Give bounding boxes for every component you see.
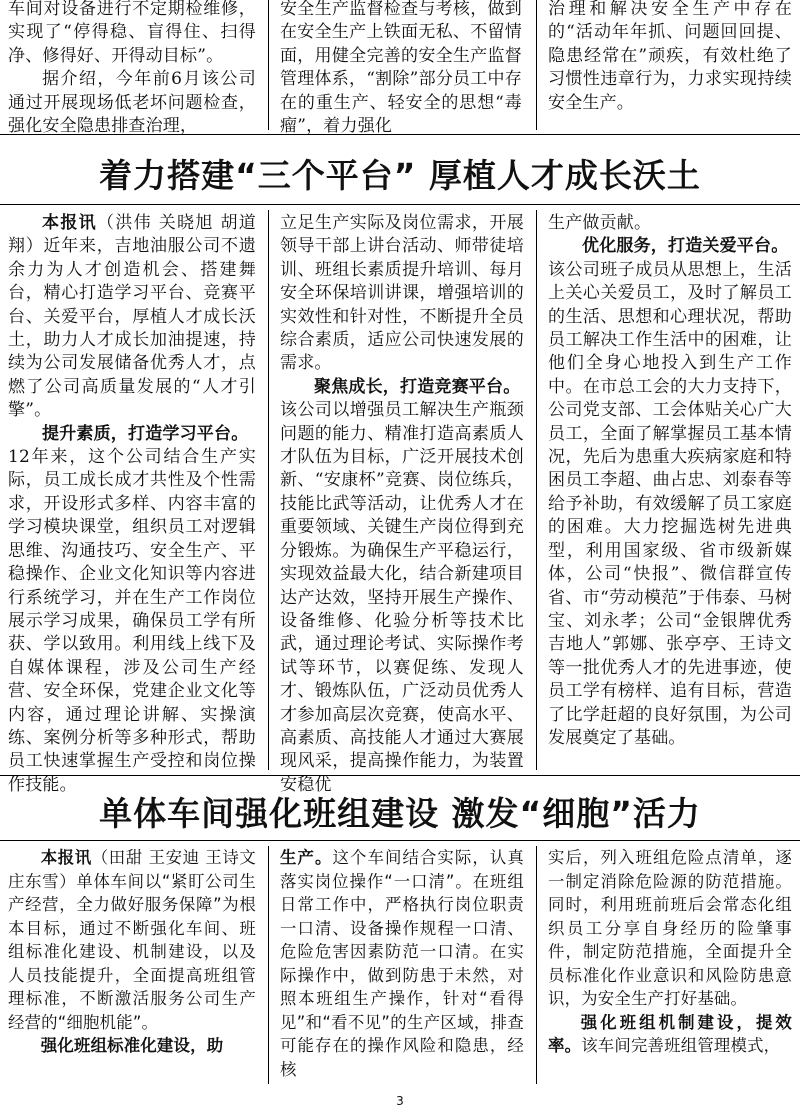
article-2-subhead-1: 强化班组标准化建设，助 <box>40 1036 224 1055</box>
article-2-subhead-2: 强化班组机制建设，提效率。该车间完善班组管理模式， <box>548 1012 792 1055</box>
top-col-3-para: 治理和解决安全生产中存在的“活动年年抓、问题回回提、隐患经常在”顽疾，有效杜绝了习惯性违章行为，力求实现持续安全生产。 <box>548 0 792 113</box>
top-col-3 <box>548 0 792 115</box>
byline-label: 本报讯 <box>40 848 92 867</box>
column-divider <box>268 210 269 770</box>
article-1-col-2-para-1: 立足生产实际及岗位需求，开展领导干部上讲台活动、师带徒培训、班组长素质提升培训、每月安全环保培训讲课，增强培训的实效性和针对性，不断提升全员综合素质，适应公司快速发展的需求。 <box>280 213 524 374</box>
article-1-col-1 <box>8 212 256 797</box>
column-divider <box>268 846 269 1084</box>
article-2-lead-paragraph: 本报讯（田甜 王安迪 王诗文 庄东雪）单体车间以“紧盯公司生产经营，全力做好服务保障”为根本目标，通过不断强化车间、班组标准化建设、机制建设，以及人员技能提升，全面提高班组管理标准，不断激活服务公司生产经营的“细胞机能”。 <box>8 848 256 1032</box>
byline-label: 本报讯 <box>42 213 97 233</box>
headline-rule <box>0 204 800 205</box>
column-divider <box>536 210 537 770</box>
article-1-headline: 着力搭建“三个平台” 厚植人才成长沃土 <box>99 156 701 195</box>
article-1-col-3-para-2: 该公司班子成员从思想上，生活上关心关爱员工，及时了解员工的生活、思想和心理状况，帮助员工解决工作生活中的困难，让他们全身心地投入到生产工作中。在市总工会的大力支持下，公司党支部、工会体贴关心广大员工，全面了解掌握员工基本情况，先后为患重大疾病家庭和特困员工李超、曲占忠、刘泰春等给予补助，有效缓解了员工家庭的困难。大力挖掘选树先进典型，利用国家级、省市级新媒体，公司“快报”、微信群宣传省、市“劳动模范”于伟泰、马树宝、刘永孝；公司“金银牌优秀吉地人”郭娜、张亭亭、王诗文等一批优秀人才的先进事迹，使员工学有榜样、追有目标，营造了比学赶超的良好氛围，为公司发展奠定了基础。 <box>548 259 792 748</box>
article-1-para-2: 12年来，这个公司结合生产实际，员工成长成才共性及个性需求，开设形式多样、内容丰富的学习模块课堂，组织员工对逻辑思维、沟通技巧、安全生产、平稳操作、企业文化知识等内容进行系统学习，并在生产工作岗位展示学习成果，确保员工学有所获、学以致用。利用线上线下及自媒体课程，涉及公司生产经营、安全环保，党建企业文化等内容，通过理论讲解、实操演练、案例分析等多种形式，帮助员工快速掌握生产受控和岗位操作技能。 <box>8 447 256 795</box>
top-col-2-para: 安全生产监督检查与考核，做到在安全生产上铁面无私、不留情面，用健全完善的安全生产监督管理体系，“割除”部分员工中存在的重生产、轻安全的思想“毒瘤”，着力强化 <box>280 0 522 137</box>
article-1-col-3 <box>548 212 792 750</box>
headline-rule <box>0 134 800 135</box>
article-2-col-3 <box>548 846 792 1058</box>
article-1-subhead-3: 优化服务，打造关爱平台。 <box>582 236 789 257</box>
article-1-col-2-para-2: 该公司以增强员工解决生产瓶颈问题的能力、精准打造高素质人才队伍为目标，广泛开展技术创新、“安康杯”竞赛、岗位练兵，技能比武等活动，让优秀人才在重要领域、关键生产岗位得到充分锻炼。为确保生产平稳运行，实现效益最大化，结合新建项目达产达效，坚持开展生产操作、设备维修、化验分析等技术比武，通过理论考试、实际操作考试等环节，以赛促练、发现人才、锻炼队伍，广泛动员优秀人才参加高层次竞赛，使高水平、高素质、高技能人才通过大赛展现风采，提高操作能力，为装置安稳优 <box>280 400 524 795</box>
article-2-col-1 <box>8 846 256 1058</box>
article-1-col-3-para-1: 生产做贡献。 <box>548 213 652 233</box>
article-1-lead-paragraph: 本报讯（洪伟 关晓旭 胡道翔）近年来，吉地油服公司不遗余力为人才创造机会、搭建舞台，精心打造学习平台、竞赛平台、关爱平台，厚植人才成长沃土，助力人才成长加油提速，持续为公司发展储备优秀人才，点燃了公司高质量发展的“人才引擎”。 <box>8 213 256 421</box>
column-divider <box>536 0 537 130</box>
headline-rule <box>0 775 800 776</box>
page-number: 3 <box>396 1094 404 1108</box>
top-col-1-para-2: 据介绍，今年前6月该公司通过开展现场低老坏问题检查，强化安全隐患排查治理， <box>8 69 256 137</box>
article-2-col-2-para: 生产。这个车间结合实际，认真落实岗位操作“一口清”。在班组日常工作中，严格执行岗位职责一口清、设备操作规程一口清、危险危害因素防范一口清。在实际操作中，做到防患于未然，对照本班组生产操作，针对“看得见”和“看不见”的生产区域，排查可能存在的操作风险和隐患，经核 <box>280 848 524 1079</box>
article-2-col-2 <box>280 846 524 1081</box>
column-divider <box>268 0 269 130</box>
headline-rule <box>0 840 800 841</box>
top-col-1 <box>8 0 256 138</box>
article-2-headline: 单体车间强化班组建设 激发“细胞”活力 <box>99 794 701 833</box>
article-2-col-3-para-1: 实后，列入班组危险点清单，逐一制定消除危险源的防范措施。同时，利用班前班后会常态化组织员工分享自身经历的险肇事件，制定防范措施，全面提升全员标准化作业意识和风险防患意识，为安全生产打好基础。 <box>548 848 792 1008</box>
article-1-subhead-2: 聚焦成长，打造竞赛平台。 <box>314 376 521 397</box>
top-col-2 <box>280 0 522 138</box>
article-1-subhead-1: 提升素质，打造学习平台。 <box>42 423 249 444</box>
article-1-col-2 <box>280 212 524 797</box>
top-col-1-para-1: 车间对设备进行不定期检维修，实现了“停得稳、盲得住、扫得净、修得好、开得动目标”。 <box>8 0 256 66</box>
column-divider <box>536 846 537 1084</box>
